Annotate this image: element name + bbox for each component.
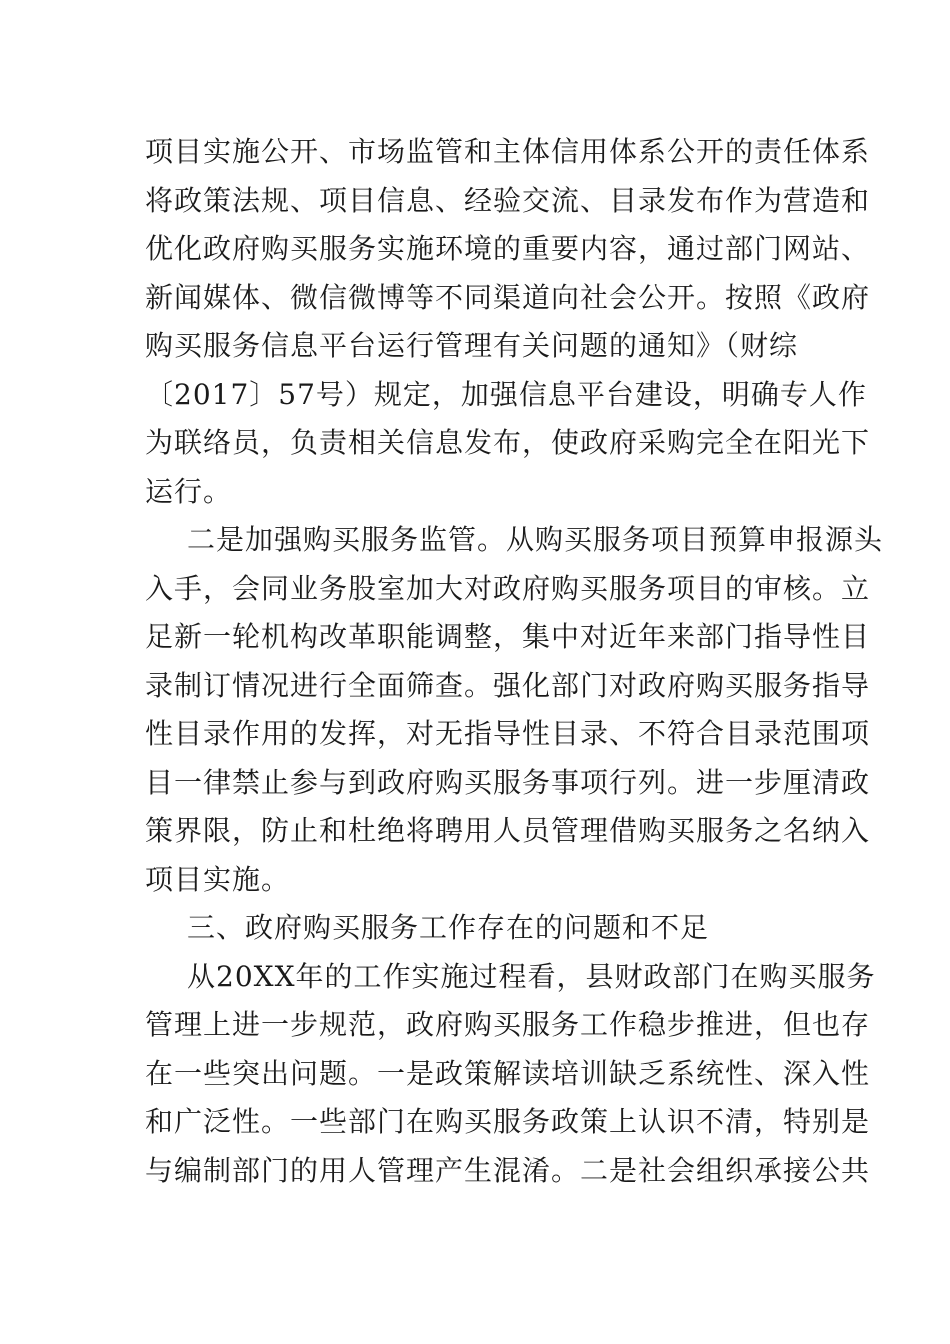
document-body bbox=[145, 128, 884, 1195]
text-line: 入手，会同业务股室加大对政府购买服务项目的审核。立 bbox=[145, 571, 871, 605]
text-line: 将政策法规、项目信息、经验交流、目录发布作为营造和 bbox=[145, 183, 871, 217]
text-line: 新闻媒体、微信微博等不同渠道向社会公开。按照《政府 bbox=[145, 280, 871, 314]
text-line: 购买服务信息平台运行管理有关问题的通知》（财综 bbox=[145, 329, 799, 362]
text-line: 和广泛性。一些部门在购买服务政策上认识不清，特别是 bbox=[145, 1105, 871, 1138]
text-line: 目一律禁止参与到政府购买服务事项行列。进一步厘清政 bbox=[145, 765, 871, 799]
text-line: 性目录作用的发挥，对无指导性目录、不符合目录范围项 bbox=[145, 717, 871, 750]
text-line: 录制订情况进行全面筛查。强化部门对政府购买服务指导 bbox=[145, 668, 871, 702]
text-line: 〔2017〕57号）规定，加强信息平台建设，明确专人作 bbox=[145, 377, 867, 411]
text-line: 策界限，防止和杜绝将聘用人员管理借购买服务之名纳入 bbox=[145, 814, 871, 847]
text-line: 项目实施。 bbox=[145, 862, 291, 896]
text-line: 项目实施公开、市场监管和主体信用体系公开的责任体系 bbox=[145, 135, 871, 168]
text-line: 足新一轮机构改革职能调整，集中对近年来部门指导性目 bbox=[145, 620, 871, 653]
text-line: 与编制部门的用人管理产生混淆。二是社会组织承接公共 bbox=[145, 1153, 871, 1187]
text-line: 为联络员，负责相关信息发布，使政府采购完全在阳光下 bbox=[145, 426, 871, 459]
text-line: 管理上进一步规范，政府购买服务工作稳步推进，但也存 bbox=[145, 1008, 871, 1041]
paragraph-start-line: 从20XX年的工作实施过程看，县财政部门在购买服务 bbox=[187, 959, 876, 993]
text-line: 在一些突出问题。一是政策解读培训缺乏系统性、深入性 bbox=[145, 1056, 871, 1090]
text-line: 优化政府购买服务实施环境的重要内容，通过部门网站、 bbox=[145, 232, 871, 265]
paragraph-start-line: 二是加强购买服务监管。从购买服务项目预算申报源头 bbox=[187, 523, 884, 556]
text-line: 运行。 bbox=[145, 474, 233, 508]
section-heading: 三、政府购买服务工作存在的问题和不足 bbox=[187, 911, 710, 944]
